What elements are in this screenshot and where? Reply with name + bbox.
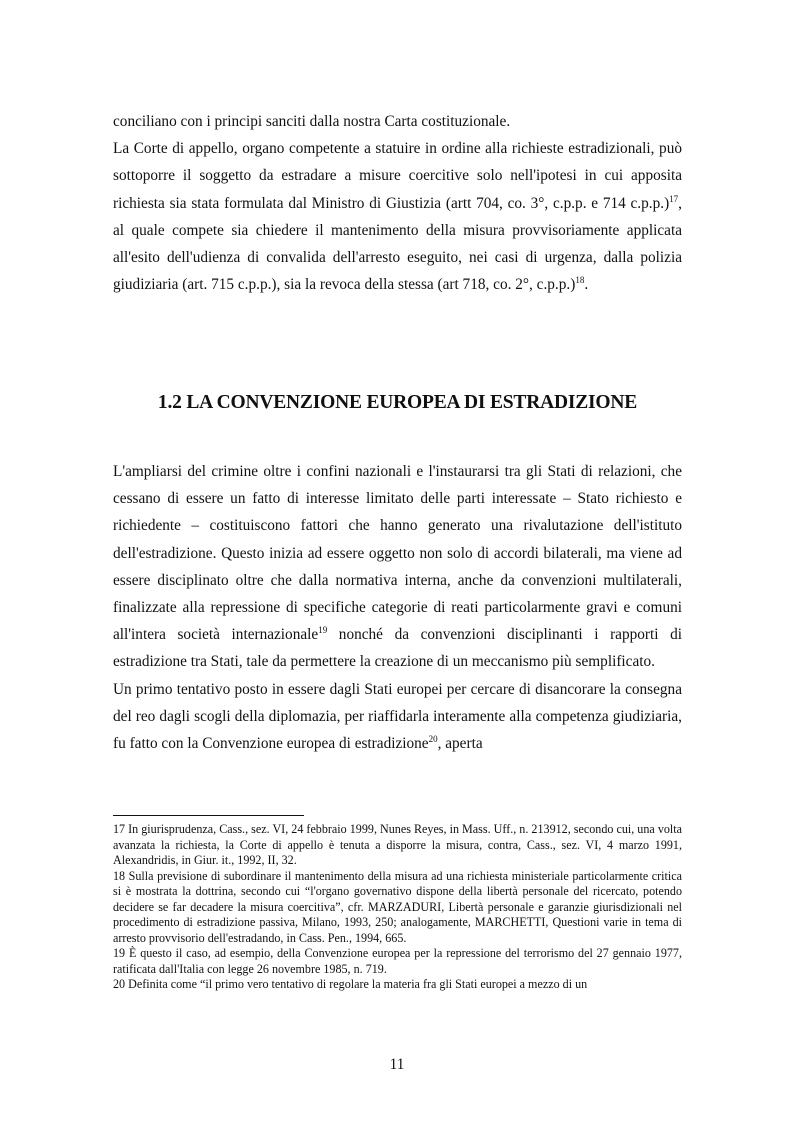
paragraph-text: Un primo tentativo posto in essere dagli Stati europei per cercare di disancorare la consegna del reo dagli scogli della diplomazia, per riaffidarla interamente alla competenza giudiziaria, fu fatto con la Convenzione europea di estradizione xyxy=(113,680,682,753)
footnote-17: 17 In giurisprudenza, Cass., sez. VI, 24 febbraio 1999, Nunes Reyes, in Mass. Uff., n. 213912, secondo cui, una volta avanzata la richiesta, la Corte di appello è tenuta a disporre la misura, contra, Cass., sez. VI, 4 marzo 1991, Alexandridis, in Giur. it., 1992, II, 32. xyxy=(113,822,682,867)
paragraph-text: La Corte di appello, organo competente a statuire in ordine alla richieste estradizionali, può sottoporre il soggetto da estradare a misure coercitive solo nell'ipotesi in cui apposita richiesta sia stata formulata dal Ministro di Giustizia (artt 704, co. 3°, c.p.p. e 714 c.p.p.) xyxy=(113,140,682,212)
footnote-ref-19[interactable]: 19 xyxy=(318,625,328,636)
body-text-top xyxy=(113,108,682,298)
page-number: 11 xyxy=(389,1056,405,1073)
document-page xyxy=(113,108,682,991)
section-heading: 1.2 LA CONVENZIONE EUROPEA DI ESTRADIZIONE xyxy=(157,392,638,413)
footnote-ref-20[interactable]: 20 xyxy=(428,733,438,744)
footnote-18: 18 Sulla previsione di subordinare il mantenimento della misura ad una richiesta ministeriale particolarmente critica si è mostrata la dottrina, secondo cui “l'organo governativo dispone della libertà personale del ricercato, potendo decidere se far decadere la misura coercitiva”, cfr. MARZADURI, Libertà personale e garanzie giurisdizionali nel procedimento di estradizione passiva, Milano, 1993, 250; analogamente, MARCHETTI, Questioni varie in tema di arresto provvisorio dell'estradando, in Cass. Pen., 1994, 665. xyxy=(113,868,682,945)
footnote-ref-17[interactable]: 17 xyxy=(669,193,679,204)
paragraph-text: , aperta xyxy=(437,735,483,753)
footnote-20: 20 Definita come “il primo vero tentativo di regolare la materia fra gli Stati europei a mezzo di un xyxy=(113,977,588,991)
footnote-19: 19 È questo il caso, ad esempio, della Convenzione europea per la repressione del terrorismo del 27 gennaio 1977, ratificata dall'Italia con legge 26 novembre 1985, n. 719. xyxy=(113,946,682,976)
paragraph-text: nonché da convenzioni disciplinanti i rapporti di estradizione tra Stati, tale da permettere la creazione di un meccanismo più semplificato. xyxy=(113,626,682,671)
paragraph-text: . xyxy=(584,276,589,294)
paragraph xyxy=(113,676,682,758)
paragraph-text: , al quale compete sia chiedere il mantenimento della misura provvisoriamente applicata all'esito dell'udienza di convalida dell'arresto eseguito, nei casi di urgenza, dalla polizia giudiziaria (art. 715 c.p.p.), sia la revoca della stessa (art 718, co. 2°, c.p.p.) xyxy=(113,194,682,294)
paragraph xyxy=(113,135,682,298)
paragraph: conciliano con i principi sanciti dalla nostra Carta costituzionale. xyxy=(113,113,511,130)
footnotes xyxy=(113,822,682,993)
body-text-section xyxy=(113,458,682,757)
footnote-separator xyxy=(113,815,304,816)
paragraph-text: L'ampliarsi del crimine oltre i confini nazionali e l'instaurarsi tra gli Stati di relazioni, che cessano di essere un fatto di interesse limitato delle parti interessate – Stato richiesto e richiedente – costituiscono fattori che hanno generato una rivalutazione dell'istituto dell'estradizione. Questo inizia ad essere oggetto non solo di accordi bilaterali, ma viene ad essere disciplinato oltre che dalla normativa interna, anche da convenzioni multilaterali, finalizzate alla repressione di specifiche categorie di reati particolarmente gravi e comuni all'intera società internazionale xyxy=(113,463,682,644)
footnote-ref-18[interactable]: 18 xyxy=(575,275,585,286)
paragraph xyxy=(113,458,682,676)
